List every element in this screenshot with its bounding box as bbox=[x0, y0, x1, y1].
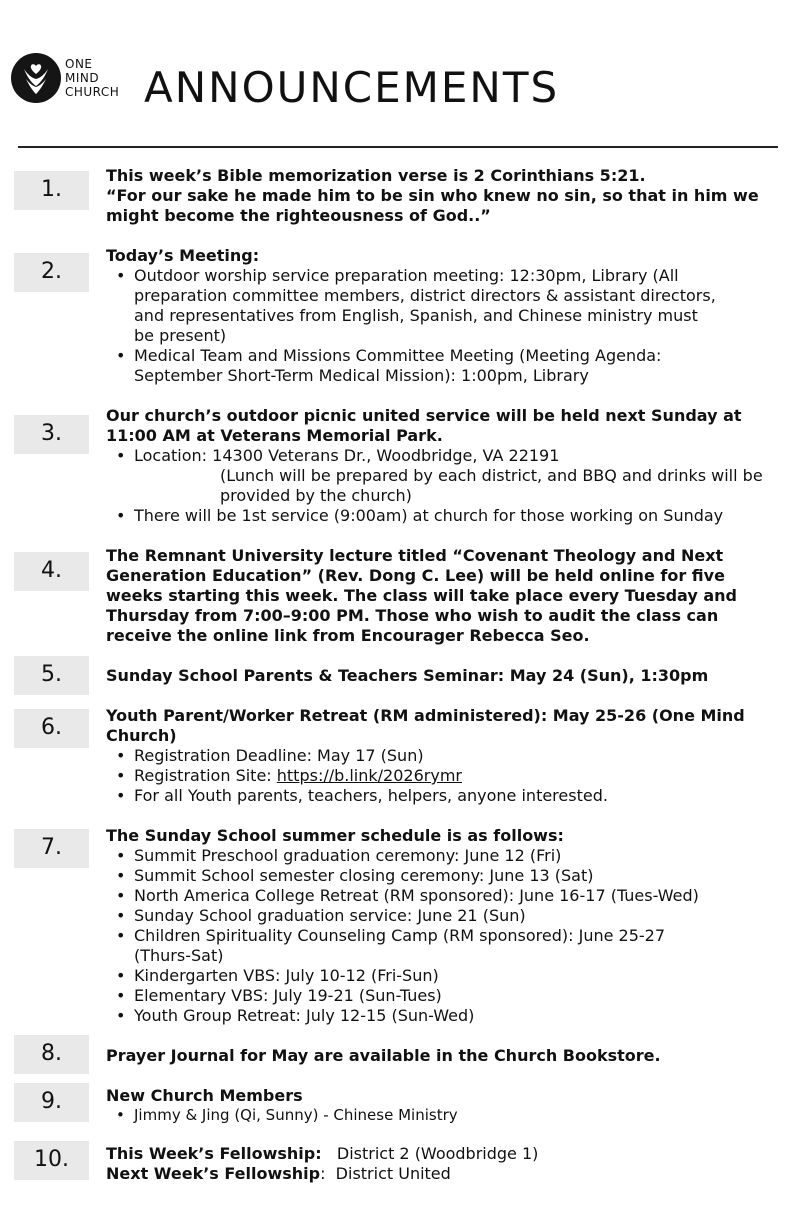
item-heading: The Sunday School summer schedule is as follows: bbox=[106, 826, 564, 845]
logo-line: CHURCH bbox=[65, 85, 120, 99]
list-item: • For all Youth parents, teachers, helpers, anyone interested. bbox=[106, 786, 776, 806]
item-heading: New Church Members bbox=[106, 1086, 303, 1105]
bullet-list bbox=[106, 446, 776, 526]
item-content bbox=[106, 166, 776, 226]
church-logo bbox=[11, 53, 126, 107]
registration-link[interactable]: https://b.link/2026rymr bbox=[276, 766, 462, 785]
header-divider bbox=[18, 146, 778, 148]
bullet-list bbox=[106, 266, 776, 386]
next-week-fellowship bbox=[106, 1164, 776, 1184]
list-item bbox=[106, 446, 776, 506]
item-number: 8. bbox=[14, 1035, 89, 1074]
item-content: The Remnant University lecture titled “Covenant Theology and Next Generation Education” (Rev. Dong C. Lee) will be held online for five weeks starting this week. The class will take place every Tuesday and Thursday from 7:00–9:00 PM. Those who wish to audit the class can receive the online link from Encourager Rebecca Seo. bbox=[106, 546, 737, 645]
item-number: 9. bbox=[14, 1083, 89, 1122]
item-number: 2. bbox=[14, 253, 89, 292]
item-heading: Our church’s outdoor picnic united service will be held next Sunday at 11:00 AM at Veterans Memorial Park. bbox=[106, 406, 742, 445]
list-item: • Kindergarten VBS: July 10-12 (Fri-Sun) bbox=[106, 966, 776, 986]
list-item: • Outdoor worship service preparation meeting: 12:30pm, Library (All preparation committee members, district directors & assistant directors, and representatives from English, Spanish, and Chinese ministry must be present) bbox=[106, 266, 776, 346]
fellowship-label: This Week’s Fellowship: bbox=[106, 1144, 322, 1163]
list-item: • There will be 1st service (9:00am) at church for those working on Sunday bbox=[106, 506, 776, 526]
item-content: Sunday School Parents & Teachers Seminar: May 24 (Sun), 1:30pm bbox=[106, 666, 709, 685]
list-item: • Youth Group Retreat: July 12-15 (Sun-Wed) bbox=[106, 1006, 776, 1026]
fellowship-value: District 2 (Woodbridge 1) bbox=[321, 1144, 539, 1163]
item-content bbox=[106, 706, 776, 806]
fellowship-value: : District United bbox=[320, 1164, 451, 1183]
item-number: 7. bbox=[14, 829, 89, 868]
item-number: 6. bbox=[14, 709, 89, 748]
item-heading: Today’s Meeting: bbox=[106, 246, 260, 265]
list-item: • North America College Retreat (RM sponsored): June 16-17 (Tues-Wed) bbox=[106, 886, 776, 906]
bullet-list bbox=[106, 1106, 776, 1124]
registration-site-label: Registration Site: bbox=[134, 766, 277, 785]
this-week-fellowship bbox=[106, 1144, 776, 1164]
list-item: • Sunday School graduation service: June 21 (Sun) bbox=[106, 906, 776, 926]
bullet-list bbox=[106, 746, 776, 806]
verse-reference: This week’s Bible memorization verse is 2 Corinthians 5:21. bbox=[106, 166, 646, 185]
item-content bbox=[106, 826, 776, 1026]
list-item: • Jimmy & Jing (Qi, Sunny) - Chinese Ministry bbox=[106, 1106, 776, 1124]
item-heading: Youth Parent/Worker Retreat (RM administered): May 25-26 (One Mind Church) bbox=[106, 706, 745, 745]
item-content bbox=[106, 406, 776, 526]
item-content: Prayer Journal for May are available in the Church Bookstore. bbox=[106, 1046, 661, 1065]
list-item: • Medical Team and Missions Committee Meeting (Meeting Agenda: September Short-Term Medical Mission): 1:00pm, Library bbox=[106, 346, 776, 386]
list-item: • Elementary VBS: July 19-21 (Sun-Tues) bbox=[106, 986, 776, 1006]
logo-line: ONE bbox=[65, 57, 93, 71]
logo-wordmark bbox=[65, 57, 119, 99]
verse-text: “For our sake he made him to be sin who knew no sin, so that in him we might become the righteousness of God..” bbox=[106, 186, 759, 225]
list-item: • Summit Preschool graduation ceremony: June 12 (Fri) bbox=[106, 846, 776, 866]
list-item: • Summit School semester closing ceremony: June 13 (Sat) bbox=[106, 866, 776, 886]
item-content bbox=[106, 246, 776, 386]
item-number: 1. bbox=[14, 171, 89, 210]
list-item: • Registration Deadline: May 17 (Sun) bbox=[106, 746, 776, 766]
location-note: (Lunch will be prepared by each district, and BBQ and drinks will be provided by the church) bbox=[220, 466, 763, 505]
item-content bbox=[106, 1086, 776, 1124]
bullet-list bbox=[106, 846, 776, 1026]
page-title: ANNOUNCEMENTS bbox=[144, 63, 560, 112]
item-number: 5. bbox=[14, 656, 89, 695]
list-item bbox=[106, 766, 776, 786]
item-number: 3. bbox=[14, 415, 89, 454]
location-text: Location: 14300 Veterans Dr., Woodbridge, VA 22191 bbox=[134, 446, 560, 465]
item-number: 4. bbox=[14, 552, 89, 591]
list-item: • Children Spirituality Counseling Camp (RM sponsored): June 25-27 (Thurs-Sat) bbox=[106, 926, 776, 966]
dove-heart-icon bbox=[11, 53, 61, 103]
item-content bbox=[106, 1144, 776, 1184]
logo-line: MIND bbox=[65, 71, 100, 85]
item-number: 10. bbox=[14, 1141, 89, 1180]
fellowship-label: Next Week’s Fellowship bbox=[106, 1164, 321, 1183]
